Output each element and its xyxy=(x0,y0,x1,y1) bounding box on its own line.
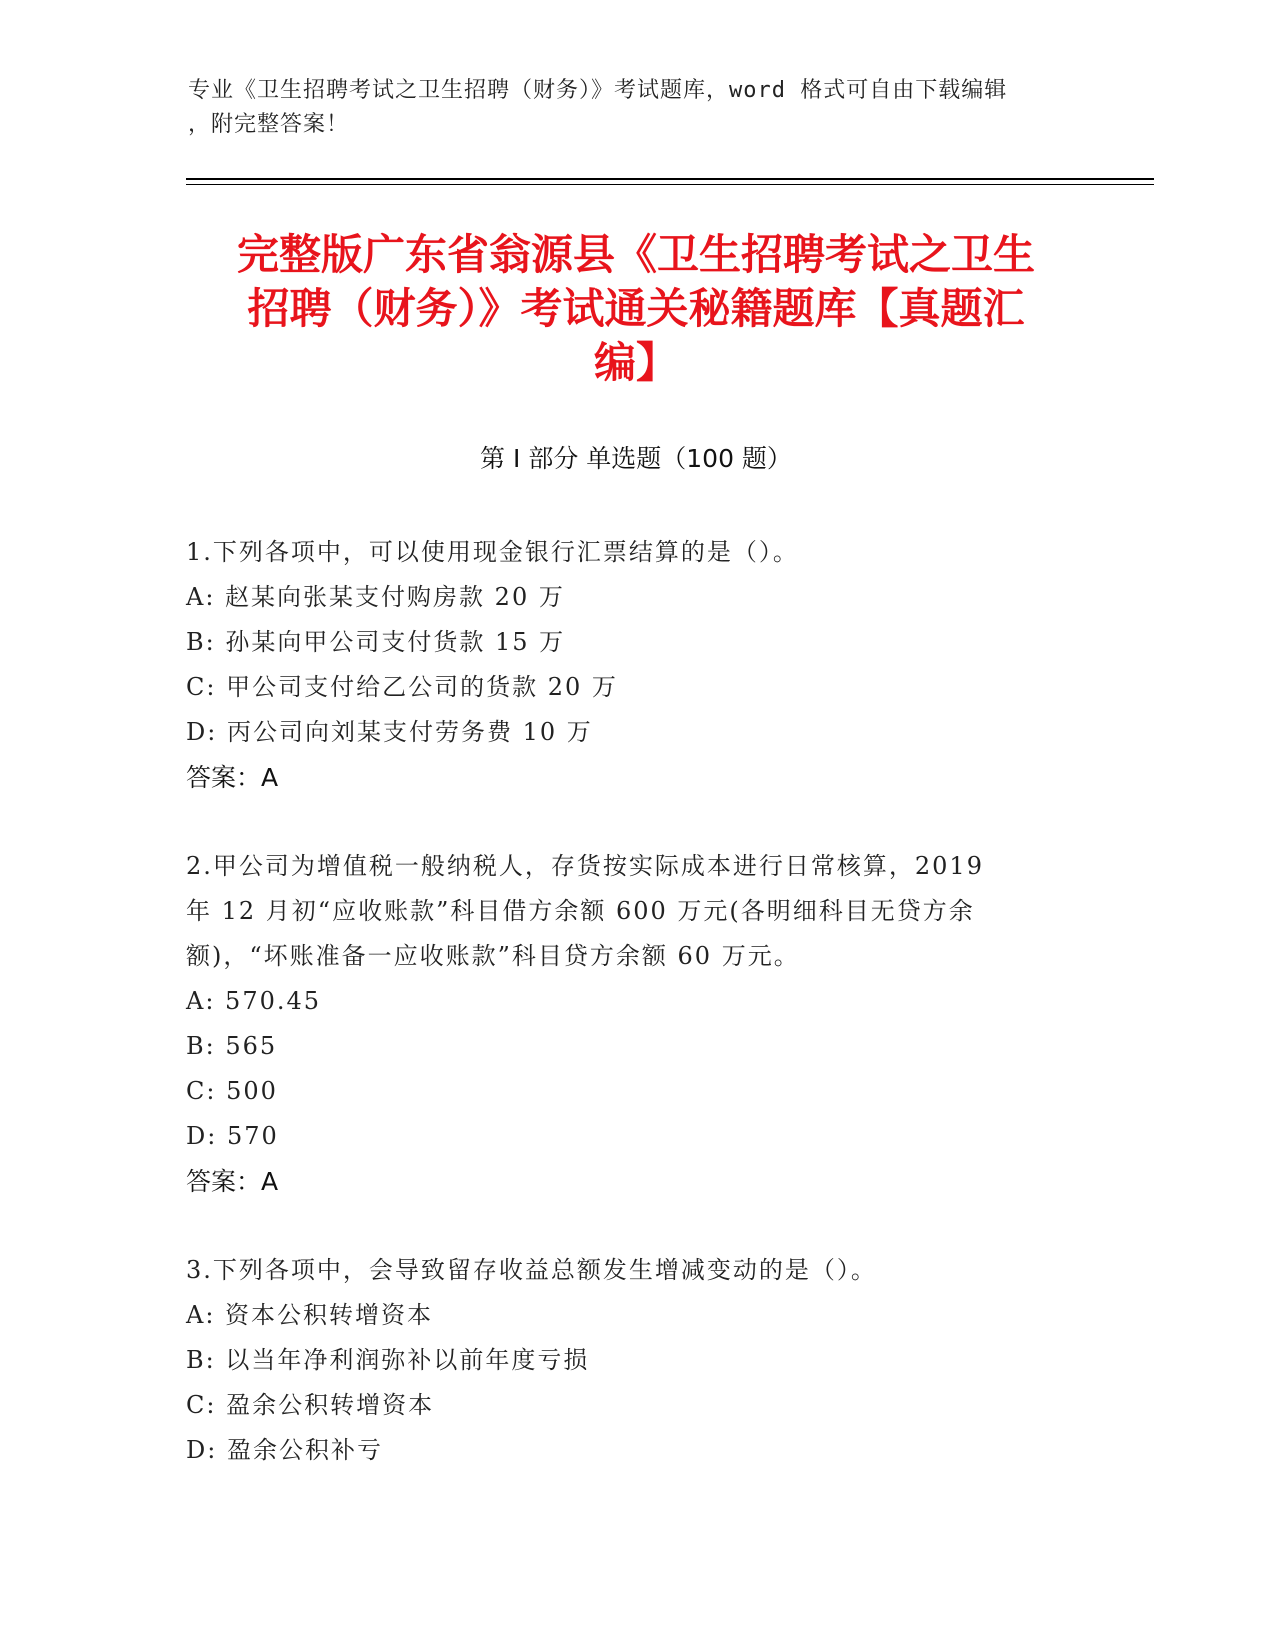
option-a: A: 赵某向张某支付购房款 20 万 xyxy=(186,583,565,611)
option-d: D: 盈余公积补亏 xyxy=(186,1436,383,1464)
option-b: B: 以当年净利润弥补以前年度亏损 xyxy=(186,1346,590,1374)
question-stem-line: 2.甲公司为增值税一般纳税人，存货按实际成本进行日常核算，2019 xyxy=(186,852,984,880)
answer: 答案：A xyxy=(186,763,279,792)
answer: 答案：A xyxy=(186,1167,279,1196)
question-2 xyxy=(186,844,1066,1204)
question-stem xyxy=(186,1248,1066,1293)
header-note-line: ，附完整答案！ xyxy=(188,112,350,137)
title-line: 编】 xyxy=(593,338,678,387)
question-1 xyxy=(186,530,1066,800)
question-stem-line: 额)，“坏账准备一应收账款”科目贷方余额 60 万元。 xyxy=(186,942,800,970)
option-d: D: 570 xyxy=(186,1122,279,1150)
option-a: A: 570.45 xyxy=(186,987,322,1015)
option-c: C: 甲公司支付给乙公司的货款 20 万 xyxy=(186,673,618,701)
document-title xyxy=(186,228,1086,390)
header-divider-thin xyxy=(186,184,1154,185)
option-c: C: 500 xyxy=(186,1077,278,1105)
question-3 xyxy=(186,1248,1066,1473)
option-c: C: 盈余公积转增资本 xyxy=(186,1391,435,1419)
title-line: 完整版广东省翁源县《卫生招聘考试之卫生 xyxy=(236,230,1035,279)
header-divider xyxy=(186,178,1154,180)
header-note xyxy=(188,74,1068,142)
title-line: 招聘（财务）》考试通关秘籍题库【真题汇 xyxy=(247,284,1025,333)
question-stem-line: 1.下列各项中，可以使用现金银行汇票结算的是（）。 xyxy=(186,538,799,566)
question-stem-line: 3.下列各项中，会导致留存收益总额发生增减变动的是（）。 xyxy=(186,1256,877,1284)
option-a: A: 资本公积转增资本 xyxy=(186,1301,434,1329)
option-d: D: 丙公司向刘某支付劳务费 10 万 xyxy=(186,718,593,746)
question-stem xyxy=(186,530,1066,575)
question-list xyxy=(186,530,1066,1517)
header-note-line: 专业《卫生招聘考试之卫生招聘（财务）》考试题库，word 格式可自由下载编辑 xyxy=(188,78,1008,103)
option-b: B: 孙某向甲公司支付货款 15 万 xyxy=(186,628,566,656)
question-stem xyxy=(186,844,1066,979)
option-b: B: 565 xyxy=(186,1032,278,1060)
question-stem-line: 年 12 月初“应收账款”科目借方余额 600 万元(各明细科目无贷方余 xyxy=(186,897,975,925)
section-heading: 第 I 部分 单选题（100 题） xyxy=(480,444,792,473)
